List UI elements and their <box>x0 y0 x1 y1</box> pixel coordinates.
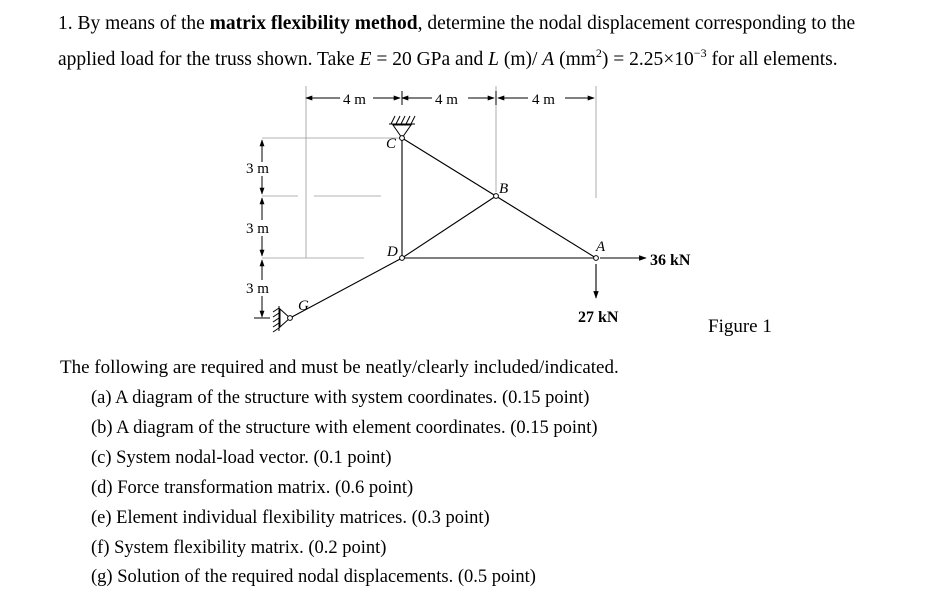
symbol-l: L <box>488 49 499 70</box>
node-label-c: C <box>386 136 397 152</box>
figure-caption: Figure 1 <box>708 316 772 337</box>
ratio-value: ) = 2.25×10 <box>601 49 694 70</box>
joint-b <box>494 194 499 199</box>
joint-g <box>288 316 293 321</box>
node-label-g: G <box>298 298 309 314</box>
requirement-g: (g) Solution of the required nodal displacements. (0.5 point) <box>91 567 536 587</box>
dim-h-3: 4 m <box>532 92 555 108</box>
requirement-e: (e) Element individual flexibility matrices. (0.3 point) <box>91 508 490 528</box>
requirement-b: (b) A diagram of the structure with element coordinates. (0.15 point) <box>91 418 598 438</box>
dim-h-1: 4 m <box>343 92 366 108</box>
node-label-b: B <box>499 181 509 197</box>
a-exponent: 2 <box>595 46 602 60</box>
requirements-intro: The following are required and must be neatly/clearly included/indicated. <box>60 357 619 378</box>
dim-v-2: 3 m <box>246 221 269 237</box>
joint-d <box>400 256 405 261</box>
problem-number: 1. <box>58 13 73 34</box>
e-value: = 20 GPa and <box>371 49 489 70</box>
dim-h-2: 4 m <box>435 92 458 108</box>
ratio-exponent: −3 <box>693 46 707 60</box>
truss-members <box>290 138 596 318</box>
pin-support-c <box>389 116 415 138</box>
problem-text: By means of the <box>77 13 205 34</box>
requirement-a: (a) A diagram of the structure with system coordinates. (0.15 point) <box>91 388 590 408</box>
symbol-e: E <box>359 49 372 70</box>
dim-v-1: 3 m <box>246 161 269 177</box>
extension-lines <box>262 86 596 258</box>
load-label-horizontal: 36 kN <box>650 252 691 269</box>
node-label-a: A <box>596 239 606 255</box>
loads <box>596 258 646 298</box>
problem-text-2: applied load for the truss shown. Take <box>58 49 355 70</box>
dim-v-3: 3 m <box>246 281 269 297</box>
joint-c <box>400 136 405 141</box>
joint-a <box>594 256 599 261</box>
problem-text-end: for all elements. <box>706 49 838 70</box>
load-label-vertical: 27 kN <box>578 309 619 326</box>
requirement-c: (c) System nodal-load vector. (0.1 point) <box>91 448 392 468</box>
requirement-f: (f) System flexibility matrix. (0.2 point) <box>91 538 387 558</box>
l-unit: (m)/ <box>498 49 543 70</box>
a-unit: (mm <box>554 49 596 70</box>
method-name: matrix flexibility method <box>209 13 418 34</box>
requirement-d: (d) Force transformation matrix. (0.6 point) <box>91 478 414 498</box>
problem-text-cont: , determine the nodal displacement corresponding to the <box>417 13 856 34</box>
symbol-a: A <box>542 49 555 70</box>
node-label-d: D <box>387 244 398 260</box>
